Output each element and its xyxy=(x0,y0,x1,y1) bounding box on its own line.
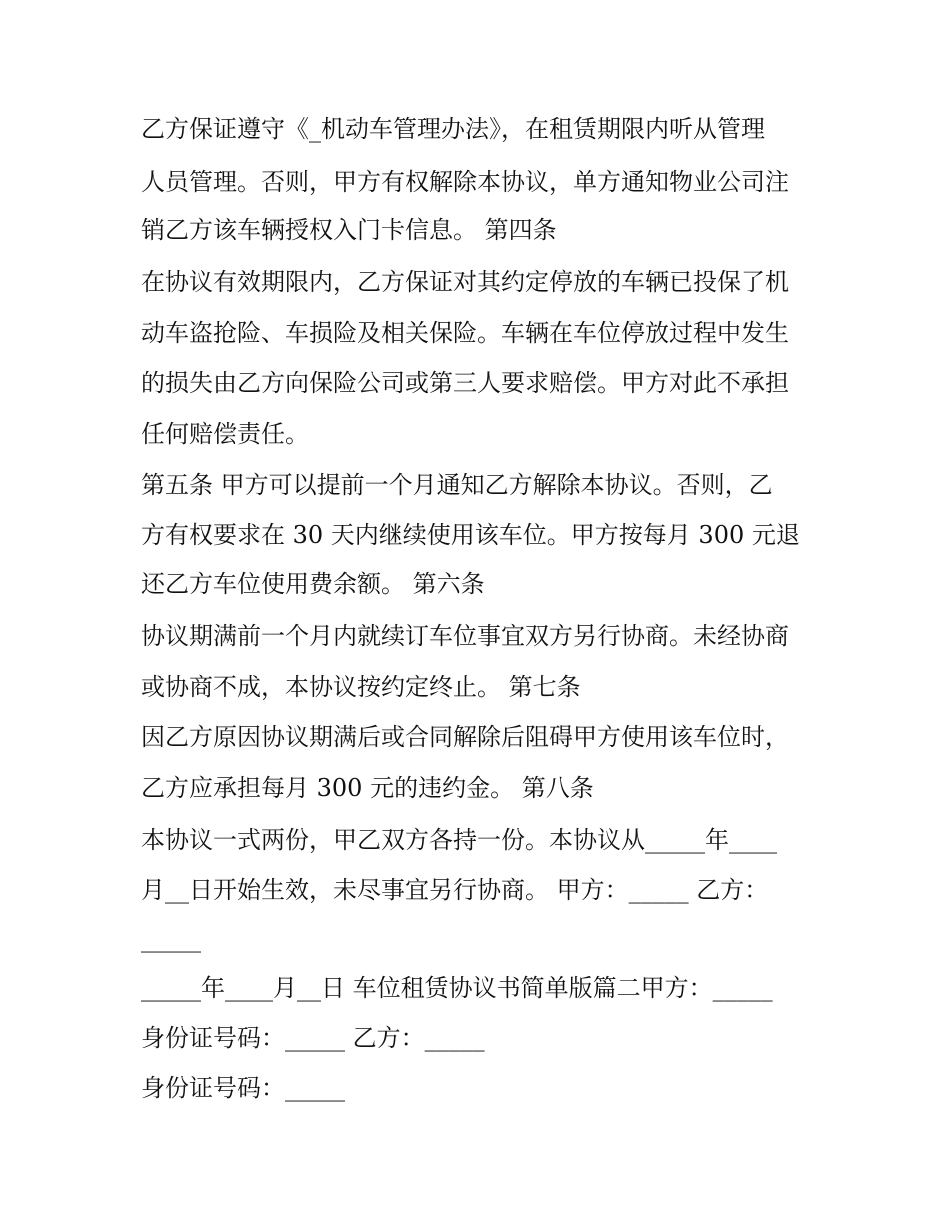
text-line: _____ xyxy=(141,925,201,953)
text-line: _____年____月__日 车位租赁协议书简单版篇二甲方：_____ xyxy=(141,974,773,1002)
text-line: 的损失由乙方向保险公司或第三人要求赔偿。甲方对此不承担 xyxy=(141,369,789,397)
text-line: 乙方保证遵守《_机动车管理办法》，在租赁期限内听从管理 xyxy=(141,115,765,143)
text-line: 月__日开始生效，未尽事宜另行协商。 甲方：_____ 乙方： xyxy=(141,876,769,904)
text-line: 动车盗抢险、车损险及相关保险。车辆在车位停放过程中发生 xyxy=(141,319,789,347)
text-line: 身份证号码：_____ 乙方：_____ xyxy=(141,1024,485,1052)
text-line: 在协议有效期限内，乙方保证对其约定停放的车辆已投保了机 xyxy=(141,268,789,296)
text-line: 协议期满前一个月内就续订车位事宜双方另行协商。未经协商 xyxy=(141,622,789,650)
text-line: 销乙方该车辆授权入门卡信息。 第四条 xyxy=(141,216,557,244)
text-line: 或协商不成，本协议按约定终止。 第七条 xyxy=(141,673,581,701)
text-line: 身份证号码：_____ xyxy=(141,1074,345,1102)
text-line: 因乙方原因协议期满后或合同解除后阻碍甲方使用该车位时， xyxy=(141,723,789,751)
text-line: 还乙方车位使用费余额。 第六条 xyxy=(141,570,485,598)
text-line: 乙方应承担每月 300 元的违约金。 第八条 xyxy=(141,774,594,802)
text-line: 任何赔偿责任。 xyxy=(141,420,309,448)
text-line: 本协议一式两份，甲乙双方各持一份。本协议从_____年____ xyxy=(141,826,777,854)
text-line: 方有权要求在 30 天内继续使用该车位。甲方按每月 300 元退 xyxy=(141,521,800,549)
text-line: 第五条 甲方可以提前一个月通知乙方解除本协议。否则，乙 xyxy=(141,471,773,499)
text-line: 人员管理。否则，甲方有权解除本协议，单方通知物业公司注 xyxy=(141,168,789,196)
